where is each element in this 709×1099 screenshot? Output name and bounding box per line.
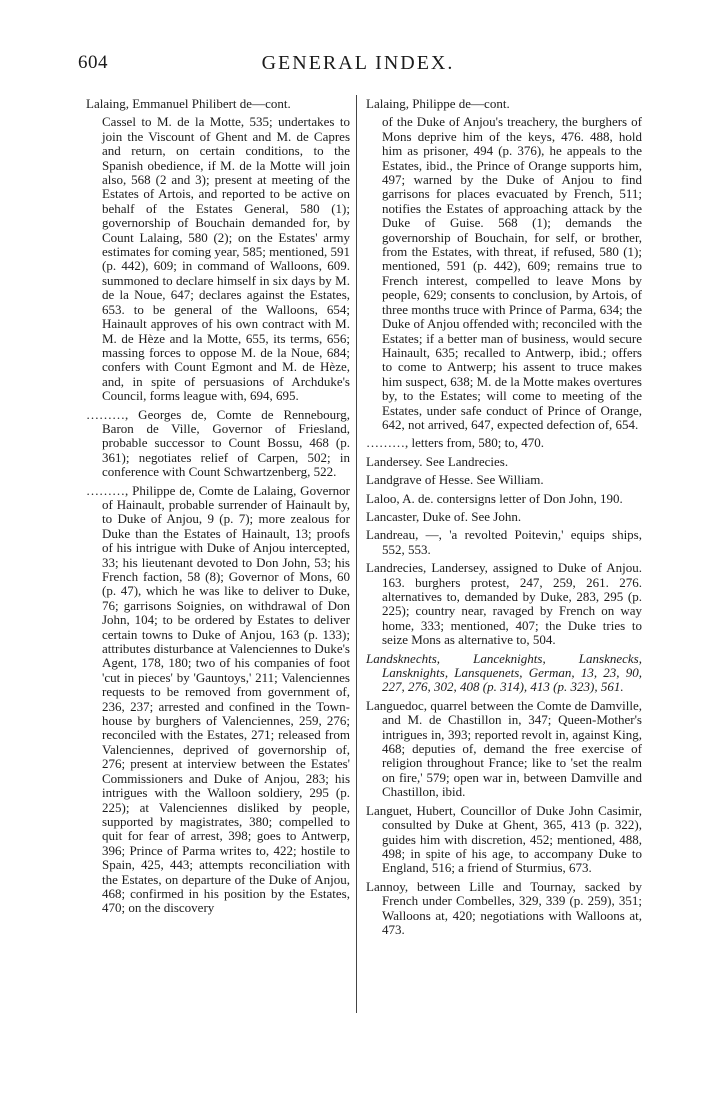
page-header <box>78 52 638 78</box>
left-column <box>86 97 350 920</box>
index-entry: Lalaing, Philippe de—cont. <box>366 96 510 111</box>
running-title: GENERAL INDEX. <box>261 52 455 74</box>
right-column <box>366 97 642 941</box>
page-number: 604 <box>78 52 108 73</box>
index-entry: Landsknechts, Lanceknights, Lansknecks, Lansknights, Lansquenets, German, 13, 23, 90, 227, 276, 302, 408 (p. 314), 413 (p. 323), 561. <box>366 650 642 695</box>
index-entry: Lancaster, Duke of. See John. <box>366 508 522 524</box>
index-entry: Landersey. See Landrecies. <box>366 453 509 469</box>
index-entry: ………, Philippe de, Comte de Lalaing, Governor of Hainault, probable surrender of Hainault by, to Duke of Anjou, 9 (p. 7); more zealous for Duke than the Estates of Hainault, 13; proofs of his intrigue with Duke of Anjou intercepted, 33; his lieutenant devoted to Don John, 53; his French faction, 58 (8); Governor of Mons, 60 (p. 47), which he was like to deliver to Duke, 76; garrisons Soignies, on withdrawal of Don John, 104; to be ordered by Estates to deliver certain towns to Duke of Anjou, 163 (p. 133); attributes disturbance at Valenciennes to Duke's Agent, 178, 180; two of his companies of foot 'cut in pieces' by 'Gauntoys,' 211; Valenciennes requests to be removed from government of, 236, 237; arrested and confined in the Town-house by burghers of Valenciennes, 259, 276; reconciled with the Estates, 271; released from Valenciennes, deprived of governorship of, 276; present at interview between the Estates' Commissioners and Duke of Anjou, 283; his intrigues with the Walloon soldiery, 295 (p. 225); at Valenciennes disliked by people, supported by magistrates, 380; compelled to quit for fear of arrest, 398; goes to Antwerp, 396; Prince of Parma writes to, 422; hostile to Spain, 425, 443; attempts reconciliation with the Estates, on departure of the Duke of Anjou, 468; confirmed in his position by the Estates, 470; on the discovery <box>86 482 350 916</box>
index-entry: Lannoy, between Lille and Tournay, sacked by French under Combelles, 329, 339 (p. 259), 351; Walloons at, 420; negotiations with Walloons at, 473. <box>366 878 642 937</box>
index-entry-continuation: of the Duke of Anjou's treachery, the burghers of Mons deprive him of the keys, 476. 488, hold him as prisoner, 494 (p. 376), he appeals to the Estates, ibid., the Prince of Orange supports him, 497; warned by the Duke of Anjou to find garrisons for places evacuated by French, 511; notifies the Estates of approaching attack by the Duke of Guise. 568 (1); demands the governorship of Bouchain, for self, or brother, from the Estates, with threat, if refused, 580 (1); mentioned, 591 (p. 442), 609; remains true to French interest, compelled to leave Mons by people, 629; consents to conclusion, by Artois, of three months truce with Prince of Parma, 634; the Duke of Anjou offended with; reconciled with the Estates; if a better man of business, would secure Hainault, 635; recalled to Antwerp, ibid.; offers to come to Antwerp; his assent to truce makes him suspect, 638; M. de la Motte makes overtures by, to the Estates; will come to meeting of the Estates, under safe conduct of Prince of Orange, 642, not arrived, 647, expected defection of, 654. <box>382 114 642 432</box>
column-divider <box>356 95 357 1013</box>
index-entry: Languet, Hubert, Councillor of Duke John Casimir, consulted by Duke at Ghent, 365, 413 (p. 322), guides him with discretion, 452; mentioned, 488, 498; in spite of his age, to accompany Duke to England, 516; a friend of Sturmius, 673. <box>366 802 642 876</box>
index-entry: Laloo, A. de. contersigns letter of Don John, 190. <box>366 490 623 506</box>
index-entry: Landreau, —, 'a revolted Poitevin,' equips ships, 552, 553. <box>366 527 642 557</box>
index-entry: Landgrave of Hesse. See William. <box>366 472 544 488</box>
index-entry: ………, letters from, 580; to, 470. <box>366 435 545 451</box>
index-entry-continuation: Cassel to M. de la Motte, 535; undertakes to join the Viscount of Ghent and M. de Capres and return, on certain conditions, to the Spanish obedience, if M. de la Motte will join also, 568 (2 and 3); present at meeting of the Estates of Artois, and reported to be active on behalf of the Estates General, 580 (1); governorship of Bouchain demanded for, by Count Lalaing, 580 (2); on the Estates' army estimates for coming year, 585; mentioned, 591 (p. 442), 609; in command of Walloons, 609. summoned to declare himself in six days by M. de la Noue, 647; declares against the Estates, 653. to be general of the Walloons, 654; Hainault approves of his own contract with M. M. de Hèze and la Motte, 655, its terms, 656; massing forces to oppose M. de la Noue, 684; confers with Count Egmont and M. de Hèze, and, in spite of persuasions of Archduke's Council, forms league with, 694, 695. <box>102 114 350 404</box>
index-entry: Landrecies, Landersey, assigned to Duke of Anjou. 163. burghers protest, 247, 259, 261. 276. alternatives to, demanded by Duke, 283, 295 (p. 225); country near, ravaged by French on way home, 333; mentioned, 407; the Duke tries to seize Mons as alternative to, 504. <box>366 560 642 648</box>
index-entry: ………, Georges de, Comte de Rennebourg, Baron de Ville, Governor of Friesland, probable successor to Count Bossu, 468 (p. 361); negotiates relief of Carpen, 502; in conference with Count Schwartzenberg, 522. <box>86 406 350 480</box>
index-entry: Lalaing, Emmanuel Philibert de—cont. <box>86 96 291 111</box>
index-entry: Languedoc, quarrel between the Comte de Damville, and M. de Chastillon in, 347; Queen-Mother's intrigues in, 393; reported revolt in, against King, 468; deputies of, demand the free exercise of religion throughout France; like to 'set the realm on fire,' 579; open war in, between Damville and Chastillon, ibid. <box>366 697 642 800</box>
